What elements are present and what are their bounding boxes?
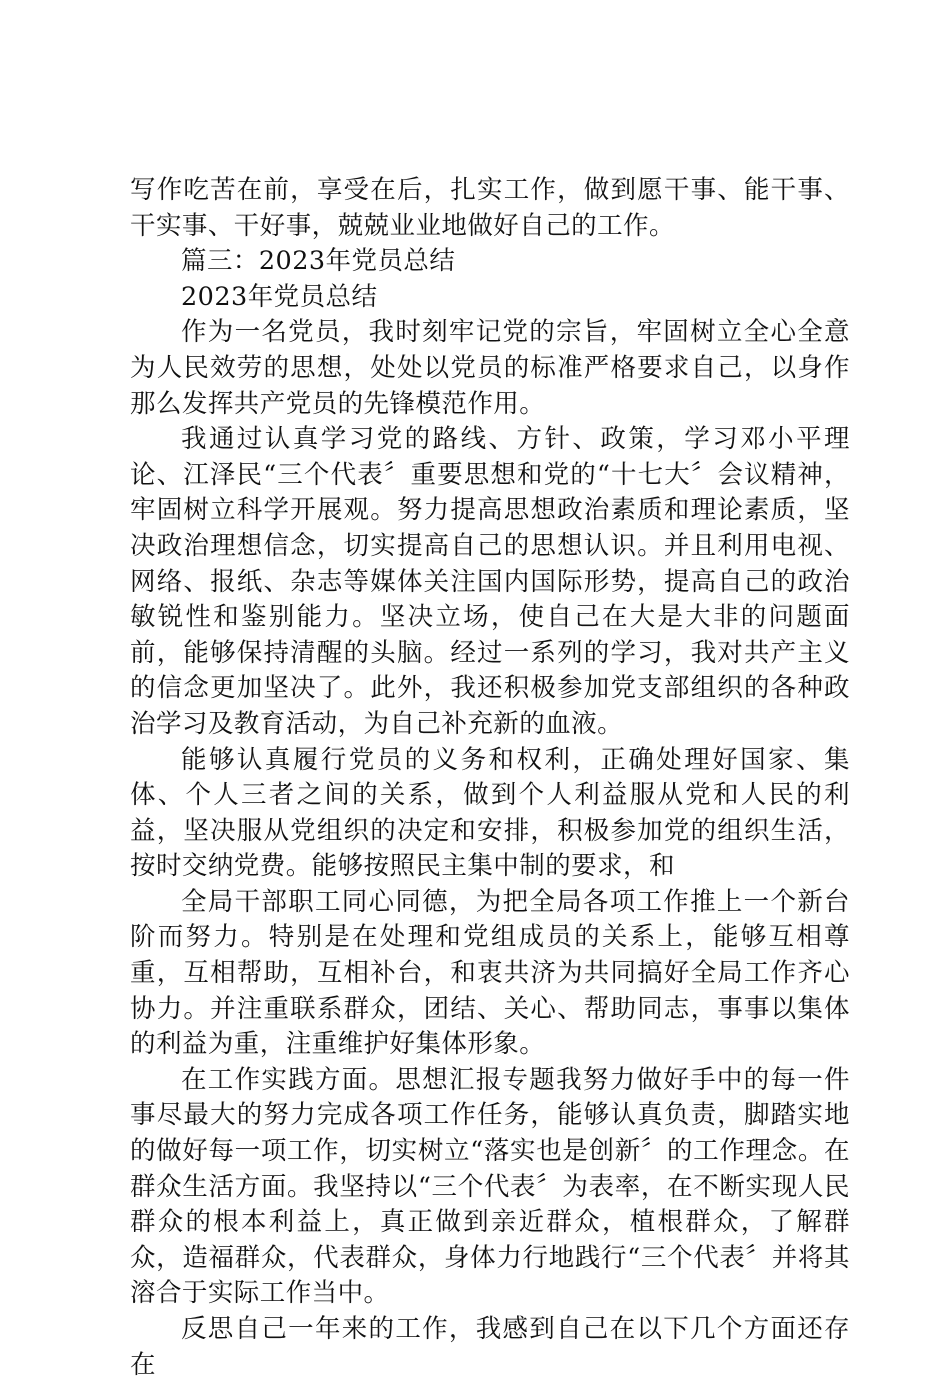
paragraph-continuation: 写作吃苦在前，享受在后，扎实工作，做到愿干事、能干事、干实事、干好事，兢兢业业地做好自己的工作。 bbox=[130, 175, 850, 241]
paragraph: 在工作实践方面。思想汇报专题我努力做好手中的每一件事尽最大的努力完成各项工作任务，能够认真负责，脚踏实地的做好每一项工作，切实树立“落实也是创新〞的工作理念。在群众生活方面。我坚持以“三个代表〞为表率，在不断实现人民群众的根本利益上，真正做到亲近群众，植根群众，了解群众，造福群众，代表群众，身体力行地践行“三个代表〞并将其溶合于实际工作当中。 bbox=[130, 1064, 850, 1309]
document-title: 2023年党员总结 bbox=[181, 281, 378, 312]
paragraph: 反思自己一年来的工作，我感到自己在以下几个方面还存在 bbox=[130, 1314, 850, 1380]
section-heading: 篇三：2023年党员总结 bbox=[181, 246, 456, 277]
paragraph: 作为一名党员，我时刻牢记党的宗旨，牢固树立全心全意为人民效劳的思想，处处以党员的标准严格要求自己，以身作那么发挥共产党员的先锋模范作用。 bbox=[130, 317, 850, 419]
paragraph: 能够认真履行党员的义务和权利，正确处理好国家、集体、个人三者之间的关系，做到个人利益服从党和人民的利益，坚决服从党组织的决定和安排，积极参加党的组织生活，按时交纳党费。能够按照民主集中制的要求，和 bbox=[130, 744, 850, 882]
paragraph: 全局干部职工同心同德，为把全局各项工作推上一个新台阶而努力。特别是在处理和党组成员的关系上，能够互相尊重，互相帮助，互相补台，和衷共济为共同搞好全局工作齐心协力。并注重联系群众，团结、关心、帮助同志，事事以集体的利益为重，注重维护好集体形象。 bbox=[130, 886, 850, 1060]
paragraph: 我通过认真学习党的路线、方针、政策，学习邓小平理论、江泽民“三个代表〞重要思想和党的“十七大〞会议精神，牢固树立科学开展观。努力提高思想政治素质和理论素质，坚决政治理想信念，切实提高自己的思想认识。并且利用电视、网络、报纸、杂志等媒体关注国内国际形势，提高自己的政治敏锐性和鉴别能力。坚决立场，使自己在大是大非的问题面前，能够保持清醒的头脑。经过一系列的学习，我对共产主义的信念更加坚决了。此外，我还积极参加党支部组织的各种政治学习及教育活动，为自己补充新的血液。 bbox=[130, 424, 850, 739]
document-body bbox=[130, 173, 850, 1383]
